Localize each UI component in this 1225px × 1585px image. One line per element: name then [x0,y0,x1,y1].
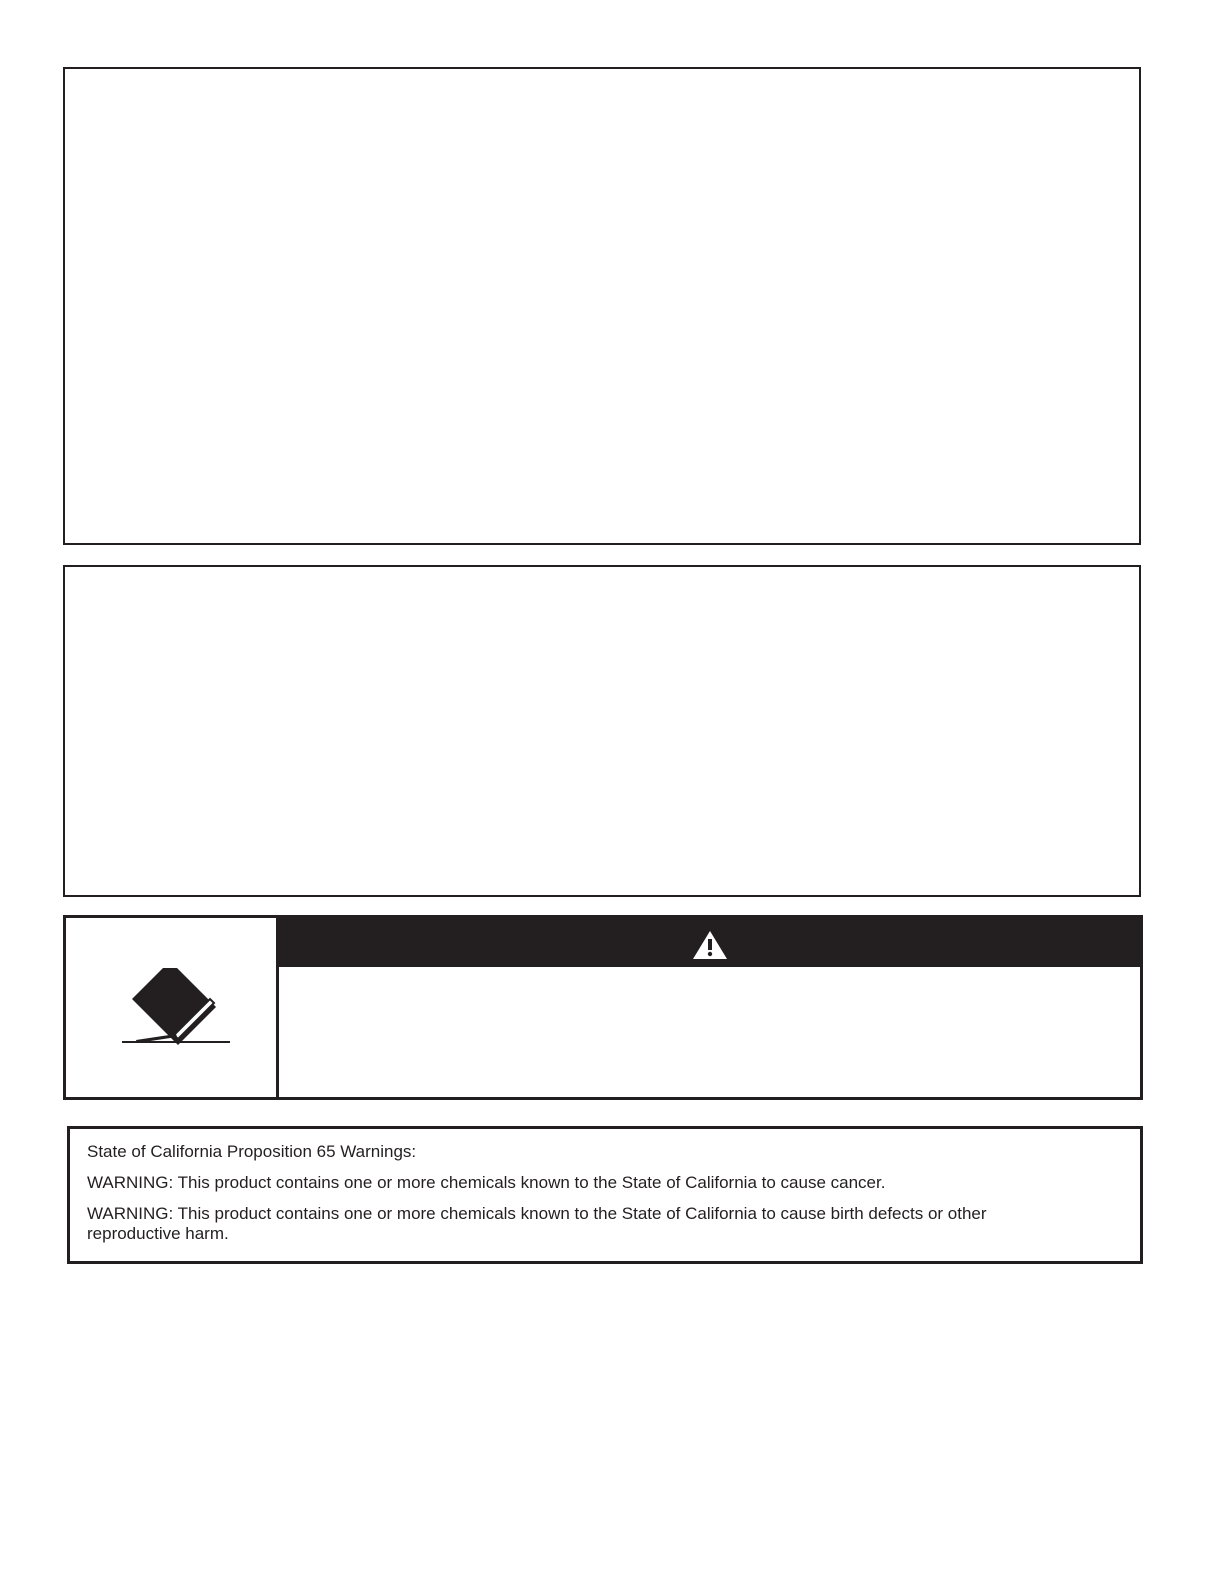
tip-over-icon [116,968,236,1048]
warning-body [279,967,1140,1097]
prop65-warning-box [67,1126,1143,1264]
warning-triangle-icon [691,929,729,961]
empty-content-box-middle [63,565,1141,897]
warning-header-bar [279,918,1140,967]
prop65-cancer-warning: WARNING: This product contains one or more chemicals known to the State of California to cause cancer. [87,1173,886,1192]
tip-over-pictogram-cell [66,918,279,1097]
tip-over-warning-box [63,915,1143,1100]
prop65-title: State of California Proposition 65 Warnings: [87,1142,417,1161]
prop65-reproductive-warning: WARNING: This product contains one or more chemicals known to the State of California to cause birth defects or other reproductive harm. [87,1204,987,1243]
empty-content-box-top [63,67,1141,545]
